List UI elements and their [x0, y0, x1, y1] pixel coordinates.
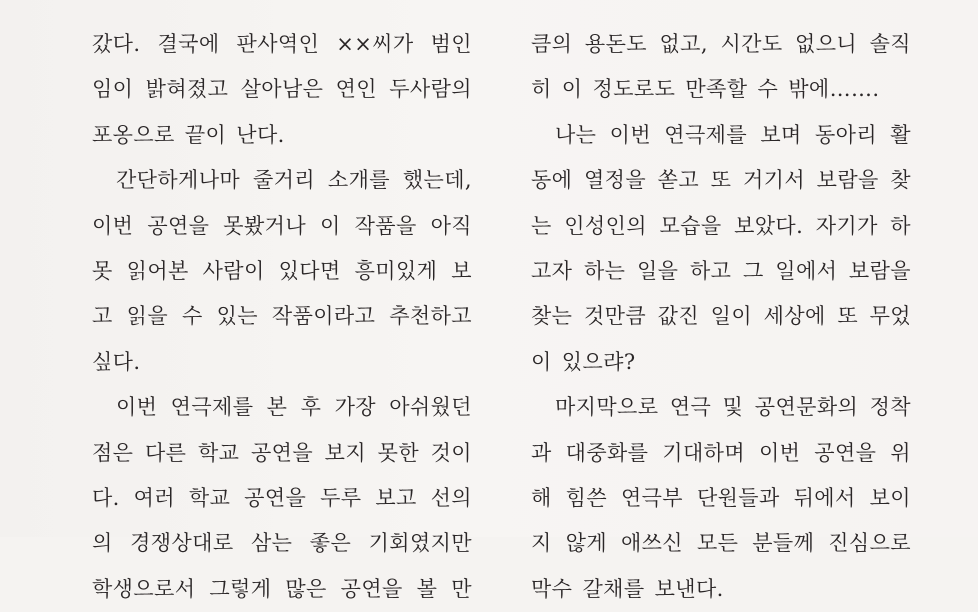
text-line: 고 읽을 수 있는 작품이라고 추천하고	[92, 304, 472, 329]
text-line: 못 읽어본 사람이 있다면 흥미있게 보	[92, 258, 472, 283]
right-text-column	[531, 22, 911, 612]
text-line: 포옹으로 끝이 난다.	[92, 122, 285, 147]
text-line: 간단하게나마 줄거리 소개를 했는데,	[116, 168, 472, 193]
text-line: 는 인성인의 모습을 보았다. 자기가 하	[531, 213, 911, 238]
text-line: 마지막으로 연극 및 공연문화의 정착	[555, 395, 911, 420]
text-line: 지 않게 애쓰신 모든 분들께 진심으로	[531, 531, 911, 556]
text-line: 찾는 것만큼 값진 일이 세상에 또 무었	[531, 304, 911, 329]
text-line: 이번 연극제를 본 후 가장 아쉬웠던	[116, 395, 472, 420]
text-line: 고자 하는 일을 하고 그 일에서 보람을	[531, 258, 911, 283]
text-line: 의 경쟁상대로 삼는 좋은 기회였지만	[92, 531, 472, 556]
text-line: 점은 다른 학교 공연을 보지 못한 것이	[92, 440, 472, 465]
text-line: 동에 열정을 쏟고 또 거기서 보람을 찾	[531, 168, 911, 193]
left-text-column	[92, 22, 472, 612]
text-line: 갔다. 결국에 판사역인 ××씨가 범인	[92, 32, 472, 56]
text-line: 큼의 용돈도 없고, 시간도 없으니 솔직	[531, 32, 911, 56]
text-line: 나는 이번 연극제를 보며 동아리 활	[555, 122, 911, 147]
text-line: 다. 여러 학교 공연을 두루 보고 선의	[92, 485, 472, 510]
text-line: 이번 공연을 못봤거나 이 작품을 아직	[92, 213, 472, 238]
text-line: 이 있으랴?	[531, 349, 636, 374]
text-line: 싶다.	[92, 349, 141, 374]
text-line: 학생으로서 그렇게 많은 공연을 볼 만	[92, 576, 472, 601]
text-line: 과 대중화를 기대하며 이번 공연을 위	[531, 440, 911, 465]
text-line: 해 힘쓴 연극부 단원들과 뒤에서 보이	[531, 485, 911, 510]
text-line: 막수 갈채를 보낸다.	[531, 576, 724, 601]
text-line: 임이 밝혀졌고 살아남은 연인 두사람의	[92, 77, 472, 102]
text-line: 히 이 정도로도 만족할 수 밖에…….	[531, 77, 880, 102]
